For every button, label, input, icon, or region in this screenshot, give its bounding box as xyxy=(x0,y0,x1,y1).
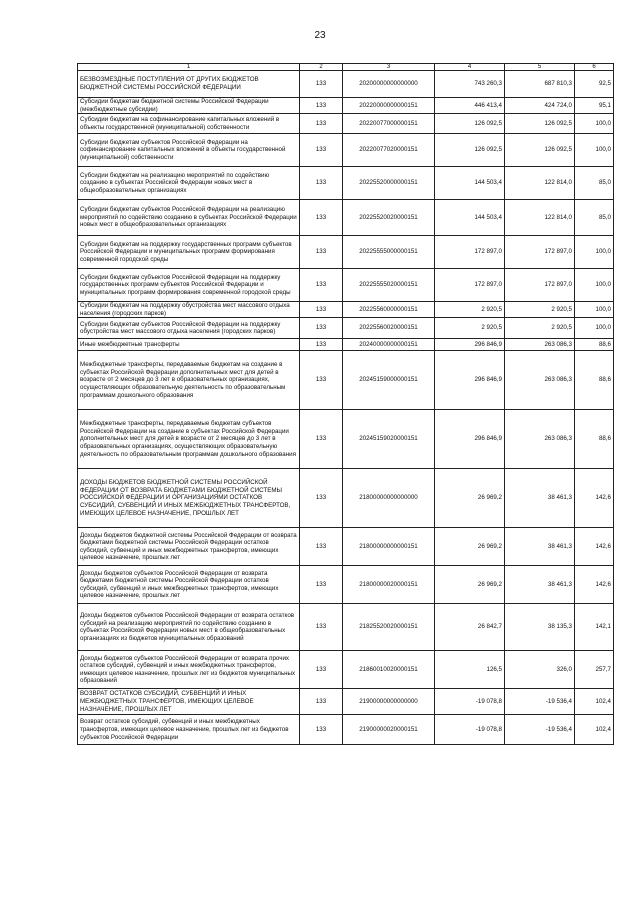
row-name: Субсидии бюджетам на поддержку обустройства мест массового отдыха населения (городских парков) xyxy=(78,302,300,318)
row-name: ДОХОДЫ БЮДЖЕТОВ БЮДЖЕТНОЙ СИСТЕМЫ РОССИЙСКОЙ ФЕДЕРАЦИИ ОТ ВОЗВРАТА БЮДЖЕТАМИ БЮДЖЕТНОЙ СИСТЕМЫ РОССИЙСКОЙ ФЕДЕРАЦИИ И ОРГАНИЗАЦИЯМИ ОСТАТКОВ СУБСИДИЙ, СУБВЕНЦИЙ И ИНЫХ МЕЖБЮДЖЕТНЫХ ТРАНСФЕРТОВ, ИМЕЮЩИХ ЦЕЛЕВОЕ НАЗНАЧЕНИЕ, ПРОШЛЫХ ЛЕТ xyxy=(78,469,300,528)
planned-amount: 144 503,4 xyxy=(435,167,505,200)
execution-percent: 85,0 xyxy=(575,167,614,200)
planned-amount: 296 846,9 xyxy=(435,410,505,469)
header-cell: 2 xyxy=(300,64,343,71)
execution-percent: 92,5 xyxy=(575,71,614,98)
table-row xyxy=(78,604,614,651)
admin-code: 133 xyxy=(300,114,343,134)
planned-amount: 126,5 xyxy=(435,651,505,689)
execution-percent: 142,1 xyxy=(575,604,614,651)
planned-amount: 26 842,7 xyxy=(435,604,505,651)
table-row xyxy=(78,134,614,167)
execution-percent: 102,4 xyxy=(575,715,614,745)
table-row xyxy=(78,114,614,134)
planned-amount: 296 846,9 xyxy=(435,339,505,351)
actual-amount: 687 810,3 xyxy=(505,71,575,98)
row-name: Субсидии бюджетам субъектов Российской Федерации на поддержку обустройства мест массового отдыха населения (городских парков) xyxy=(78,318,300,339)
admin-code: 133 xyxy=(300,689,343,715)
execution-percent: 100,0 xyxy=(575,318,614,339)
actual-amount: 38 461,3 xyxy=(505,566,575,604)
planned-amount: 446 413,4 xyxy=(435,98,505,114)
row-name: Субсидии бюджетам субъектов Российской Федерации на софинансирование капитальных вложений в объекты государственной (муниципальной) собственности xyxy=(78,134,300,167)
admin-code: 133 xyxy=(300,269,343,302)
admin-code: 133 xyxy=(300,410,343,469)
actual-amount: 326,0 xyxy=(505,651,575,689)
planned-amount: 126 092,5 xyxy=(435,114,505,134)
execution-percent: 88,6 xyxy=(575,410,614,469)
budget-table xyxy=(77,63,614,745)
table-row xyxy=(78,528,614,566)
admin-code: 133 xyxy=(300,604,343,651)
table-row xyxy=(78,351,614,410)
row-name: Доходы бюджетов субъектов Российской Федерации от возврата бюджетами бюджетной системы Российской Федерации остатков субсидий, субвенций и иных межбюджетных трансфертов, имеющих целевое назначение, прошлых лет xyxy=(78,566,300,604)
planned-amount: -19 078,8 xyxy=(435,715,505,745)
planned-amount: 296 846,9 xyxy=(435,351,505,410)
row-name: Межбюджетные трансферты, передаваемые бюджетам субъектов Российской Федерации на создание в субъектах Российской Федерации дополнительных мест для детей в возрасте от 2 месяцев до 3 лет в образовательных организациях, осуществляющих образовательную деятельность по образовательным программам дошкольного образования xyxy=(78,410,300,469)
row-name: Доходы бюджетов субъектов Российской Федерации от возврата остатков субсидий на реализацию мероприятий по содействию созданию в субъектах Российской Федерации новых мест в общеобразовательных организациях из бюджетов муниципальных образований xyxy=(78,604,300,651)
header-cell: 4 xyxy=(435,64,505,71)
row-name: Доходы бюджетов субъектов Российской Федерации от возврата прочих остатков субсидий, субвенций и иных межбюджетных трансфертов, имеющих целевое назначение, прошлых лет из бюджетов муниципальных образований xyxy=(78,651,300,689)
admin-code: 133 xyxy=(300,528,343,566)
admin-code: 133 xyxy=(300,98,343,114)
admin-code: 133 xyxy=(300,200,343,236)
execution-percent: 142,6 xyxy=(575,566,614,604)
actual-amount: 263 086,3 xyxy=(505,351,575,410)
table-row xyxy=(78,410,614,469)
table-row xyxy=(78,651,614,689)
actual-amount: 424 724,0 xyxy=(505,98,575,114)
classification-code: 21900000020000151 xyxy=(343,715,435,745)
execution-percent: 100,0 xyxy=(575,114,614,134)
actual-amount: 126 092,5 xyxy=(505,134,575,167)
table-row xyxy=(78,71,614,98)
classification-code: 20245159020000151 xyxy=(343,410,435,469)
execution-percent: 257,7 xyxy=(575,651,614,689)
admin-code: 133 xyxy=(300,651,343,689)
row-name: ВОЗВРАТ ОСТАТКОВ СУБСИДИЙ, СУБВЕНЦИЙ И ИНЫХ МЕЖБЮДЖЕТНЫХ ТРАНСФЕРТОВ, ИМЕЮЩИХ ЦЕЛЕВОЕ НАЗНАЧЕНИЕ, ПРОШЛЫХ ЛЕТ xyxy=(78,689,300,715)
planned-amount: 26 969,2 xyxy=(435,566,505,604)
actual-amount: 126 092,5 xyxy=(505,114,575,134)
table-row xyxy=(78,269,614,302)
execution-percent: 88,6 xyxy=(575,351,614,410)
actual-amount: 38 461,3 xyxy=(505,528,575,566)
row-name: Возврат остатков субсидий, субвенций и иных межбюджетных трансфертов, имеющих целевое назначение, прошлых лет из бюджетов субъектов Российской Федерации xyxy=(78,715,300,745)
admin-code: 133 xyxy=(300,302,343,318)
classification-code: 20225555000000151 xyxy=(343,236,435,269)
execution-percent: 102,4 xyxy=(575,689,614,715)
classification-code: 20225520000000151 xyxy=(343,167,435,200)
table-row xyxy=(78,302,614,318)
planned-amount: 144 503,4 xyxy=(435,200,505,236)
classification-code: 21825520020000151 xyxy=(343,604,435,651)
page-number: 23 xyxy=(314,30,326,41)
actual-amount: 2 920,5 xyxy=(505,302,575,318)
admin-code: 133 xyxy=(300,469,343,528)
classification-code: 20225560020000151 xyxy=(343,318,435,339)
execution-percent: 100,0 xyxy=(575,134,614,167)
actual-amount: 263 086,3 xyxy=(505,410,575,469)
classification-code: 20225520020000151 xyxy=(343,200,435,236)
row-name: Субсидии бюджетам на поддержку государственных программ субъектов Российской Федерации и муниципальных программ формирования современной городской среды xyxy=(78,236,300,269)
planned-amount: 743 260,3 xyxy=(435,71,505,98)
actual-amount: 263 086,3 xyxy=(505,339,575,351)
table-row xyxy=(78,200,614,236)
budget-table-body xyxy=(78,64,614,745)
table-row xyxy=(78,236,614,269)
table-row xyxy=(78,566,614,604)
actual-amount: -19 536,4 xyxy=(505,689,575,715)
classification-code: 20225560000000151 xyxy=(343,302,435,318)
classification-code: 21860010020000151 xyxy=(343,651,435,689)
admin-code: 133 xyxy=(300,134,343,167)
header-cell: 5 xyxy=(505,64,575,71)
actual-amount: 172 897,0 xyxy=(505,236,575,269)
row-name: Субсидии бюджетам субъектов Российской Федерации на поддержку государственных программ субъектов Российской Федерации и муниципальных программ формирования современной городской среды xyxy=(78,269,300,302)
admin-code: 133 xyxy=(300,339,343,351)
admin-code: 133 xyxy=(300,167,343,200)
actual-amount: -19 536,4 xyxy=(505,715,575,745)
row-name: Межбюджетные трансферты, передаваемые бюджетам на создание в субъектах Российской Федерации дополнительных мест для детей в возрасте от 2 месяцев до 3 лет в образовательных организациях, осуществляющих образовательную деятельность по образовательным программам дошкольного образования xyxy=(78,351,300,410)
classification-code: 20200000000000000 xyxy=(343,71,435,98)
classification-code: 20225555020000151 xyxy=(343,269,435,302)
actual-amount: 122 814,0 xyxy=(505,167,575,200)
row-name: Субсидии бюджетам на софинансирование капитальных вложений в объекты государственной (муниципальной) собственности xyxy=(78,114,300,134)
classification-code: 21800000000000000 xyxy=(343,469,435,528)
table-row xyxy=(78,339,614,351)
classification-code: 20220000000000151 xyxy=(343,98,435,114)
admin-code: 133 xyxy=(300,71,343,98)
execution-percent: 88,6 xyxy=(575,339,614,351)
table-row xyxy=(78,318,614,339)
table-row xyxy=(78,469,614,528)
planned-amount: 172 897,0 xyxy=(435,269,505,302)
execution-percent: 85,0 xyxy=(575,200,614,236)
execution-percent: 142,6 xyxy=(575,469,614,528)
planned-amount: 126 092,5 xyxy=(435,134,505,167)
classification-code: 21900000000000000 xyxy=(343,689,435,715)
header-cell: 3 xyxy=(343,64,435,71)
actual-amount: 172 897,0 xyxy=(505,269,575,302)
row-name: Доходы бюджетов бюджетной системы Российской Федерации от возврата бюджетами бюджетной системы Российской Федерации остатков субсидий, субвенций и иных межбюджетных трансфертов, имеющих целевое назначение, прошлых лет xyxy=(78,528,300,566)
table-row xyxy=(78,689,614,715)
header-cell: 1 xyxy=(78,64,300,71)
classification-code: 20245159000000151 xyxy=(343,351,435,410)
actual-amount: 38 461,3 xyxy=(505,469,575,528)
table-row xyxy=(78,98,614,114)
admin-code: 133 xyxy=(300,566,343,604)
header-cell: 6 xyxy=(575,64,614,71)
table-row xyxy=(78,715,614,745)
row-name: Субсидии бюджетам на реализацию мероприятий по содействию созданию в субъектах Российской Федерации новых мест в общеобразовательных организациях xyxy=(78,167,300,200)
row-name: Субсидии бюджетам бюджетной системы Российской Федерации (межбюджетные субсидии) xyxy=(78,98,300,114)
planned-amount: 26 969,2 xyxy=(435,528,505,566)
row-name: БЕЗВОЗМЕЗДНЫЕ ПОСТУПЛЕНИЯ ОТ ДРУГИХ БЮДЖЕТОВ БЮДЖЕТНОЙ СИСТЕМЫ РОССИЙСКОЙ ФЕДЕРАЦИИ xyxy=(78,71,300,98)
table-row xyxy=(78,167,614,200)
planned-amount: -19 078,8 xyxy=(435,689,505,715)
classification-code: 21800000000000151 xyxy=(343,528,435,566)
classification-code: 20240000000000151 xyxy=(343,339,435,351)
execution-percent: 95,1 xyxy=(575,98,614,114)
execution-percent: 100,0 xyxy=(575,236,614,269)
actual-amount: 38 135,3 xyxy=(505,604,575,651)
planned-amount: 172 897,0 xyxy=(435,236,505,269)
actual-amount: 122 814,0 xyxy=(505,200,575,236)
classification-code: 21800000020000151 xyxy=(343,566,435,604)
planned-amount: 26 969,2 xyxy=(435,469,505,528)
row-name: Субсидии бюджетам субъектов Российской Федерации на реализацию мероприятий по содействию созданию в субъектах Российской Федерации новых мест в общеобразовательных организациях xyxy=(78,200,300,236)
planned-amount: 2 920,5 xyxy=(435,302,505,318)
execution-percent: 100,0 xyxy=(575,269,614,302)
classification-code: 20220077000000151 xyxy=(343,114,435,134)
header-row xyxy=(78,64,614,71)
execution-percent: 100,0 xyxy=(575,302,614,318)
admin-code: 133 xyxy=(300,715,343,745)
actual-amount: 2 920,5 xyxy=(505,318,575,339)
row-name: Иные межбюджетные трансферты xyxy=(78,339,300,351)
execution-percent: 142,6 xyxy=(575,528,614,566)
planned-amount: 2 920,5 xyxy=(435,318,505,339)
admin-code: 133 xyxy=(300,236,343,269)
admin-code: 133 xyxy=(300,351,343,410)
admin-code: 133 xyxy=(300,318,343,339)
classification-code: 20220077020000151 xyxy=(343,134,435,167)
